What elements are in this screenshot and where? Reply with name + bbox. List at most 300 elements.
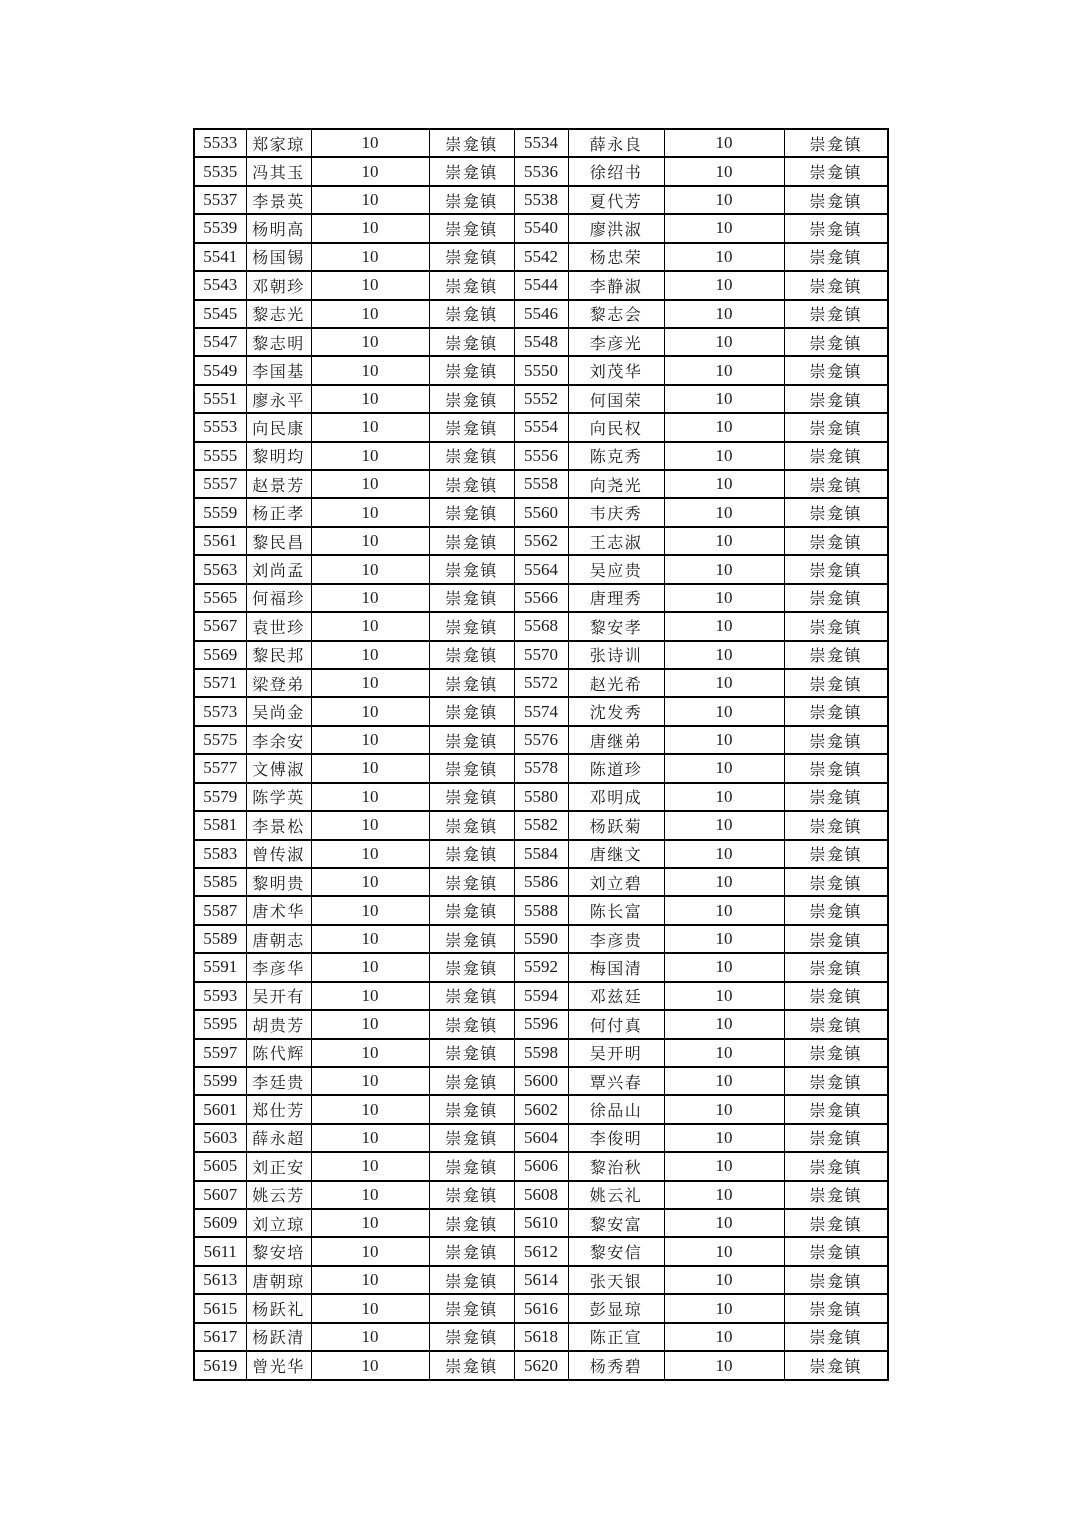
name-cell: 吴开有 xyxy=(246,982,311,1010)
table-row xyxy=(194,1323,888,1351)
town-cell: 崇龛镇 xyxy=(429,1237,514,1265)
town-cell: 崇龛镇 xyxy=(429,1294,514,1322)
name-cell: 沈发秀 xyxy=(568,697,664,725)
name-cell: 唐朝琼 xyxy=(246,1266,311,1294)
name-cell: 黎明贵 xyxy=(246,868,311,896)
town-cell: 崇龛镇 xyxy=(429,1323,514,1351)
amount-cell: 10 xyxy=(311,555,429,583)
town-cell: 崇龛镇 xyxy=(429,1010,514,1038)
town-cell: 崇龛镇 xyxy=(429,385,514,413)
serial-cell: 5601 xyxy=(194,1095,246,1123)
town-cell: 崇龛镇 xyxy=(784,1351,888,1380)
name-cell: 彭显琼 xyxy=(568,1294,664,1322)
town-cell: 崇龛镇 xyxy=(784,697,888,725)
town-cell: 崇龛镇 xyxy=(429,1124,514,1152)
name-cell: 杨跃清 xyxy=(246,1323,311,1351)
amount-cell: 10 xyxy=(311,840,429,868)
amount-cell: 10 xyxy=(664,840,784,868)
serial-cell: 5539 xyxy=(194,214,246,242)
town-cell: 崇龛镇 xyxy=(429,783,514,811)
amount-cell: 10 xyxy=(311,783,429,811)
roster-table-body xyxy=(194,129,888,1380)
serial-cell: 5574 xyxy=(514,697,568,725)
name-cell: 杨正孝 xyxy=(246,498,311,526)
amount-cell: 10 xyxy=(664,754,784,782)
table-row xyxy=(194,1237,888,1265)
town-cell: 崇龛镇 xyxy=(429,243,514,271)
amount-cell: 10 xyxy=(664,129,784,157)
amount-cell: 10 xyxy=(664,669,784,697)
serial-cell: 5617 xyxy=(194,1323,246,1351)
town-cell: 崇龛镇 xyxy=(429,1152,514,1180)
name-cell: 黎安孝 xyxy=(568,612,664,640)
serial-cell: 5536 xyxy=(514,157,568,185)
amount-cell: 10 xyxy=(311,1266,429,1294)
amount-cell: 10 xyxy=(664,498,784,526)
amount-cell: 10 xyxy=(311,697,429,725)
name-cell: 冯其玉 xyxy=(246,157,311,185)
amount-cell: 10 xyxy=(311,1010,429,1038)
town-cell: 崇龛镇 xyxy=(429,811,514,839)
amount-cell: 10 xyxy=(311,498,429,526)
town-cell: 崇龛镇 xyxy=(784,157,888,185)
town-cell: 崇龛镇 xyxy=(429,1351,514,1380)
serial-cell: 5551 xyxy=(194,385,246,413)
table-row xyxy=(194,555,888,583)
amount-cell: 10 xyxy=(664,1181,784,1209)
table-row xyxy=(194,1266,888,1294)
town-cell: 崇龛镇 xyxy=(429,953,514,981)
table-row xyxy=(194,840,888,868)
name-cell: 廖永平 xyxy=(246,385,311,413)
name-cell: 李余安 xyxy=(246,726,311,754)
amount-cell: 10 xyxy=(664,214,784,242)
name-cell: 黎安信 xyxy=(568,1237,664,1265)
amount-cell: 10 xyxy=(311,1351,429,1380)
amount-cell: 10 xyxy=(311,584,429,612)
name-cell: 唐继文 xyxy=(568,840,664,868)
town-cell: 崇龛镇 xyxy=(784,783,888,811)
name-cell: 黎安培 xyxy=(246,1237,311,1265)
amount-cell: 10 xyxy=(664,925,784,953)
amount-cell: 10 xyxy=(664,1294,784,1322)
serial-cell: 5600 xyxy=(514,1067,568,1095)
serial-cell: 5576 xyxy=(514,726,568,754)
name-cell: 邓明成 xyxy=(568,783,664,811)
table-row xyxy=(194,754,888,782)
name-cell: 邓朝珍 xyxy=(246,271,311,299)
amount-cell: 10 xyxy=(311,129,429,157)
amount-cell: 10 xyxy=(664,1039,784,1067)
amount-cell: 10 xyxy=(664,243,784,271)
serial-cell: 5599 xyxy=(194,1067,246,1095)
amount-cell: 10 xyxy=(311,641,429,669)
serial-cell: 5592 xyxy=(514,953,568,981)
name-cell: 杨明高 xyxy=(246,214,311,242)
amount-cell: 10 xyxy=(664,641,784,669)
serial-cell: 5534 xyxy=(514,129,568,157)
table-row xyxy=(194,1351,888,1380)
name-cell: 郑家琼 xyxy=(246,129,311,157)
name-cell: 李景英 xyxy=(246,186,311,214)
serial-cell: 5554 xyxy=(514,413,568,441)
amount-cell: 10 xyxy=(664,271,784,299)
table-row xyxy=(194,1039,888,1067)
serial-cell: 5577 xyxy=(194,754,246,782)
name-cell: 黎民昌 xyxy=(246,527,311,555)
town-cell: 崇龛镇 xyxy=(784,1067,888,1095)
serial-cell: 5542 xyxy=(514,243,568,271)
amount-cell: 10 xyxy=(311,186,429,214)
name-cell: 姚云芳 xyxy=(246,1181,311,1209)
amount-cell: 10 xyxy=(311,953,429,981)
table-row xyxy=(194,129,888,157)
amount-cell: 10 xyxy=(664,1323,784,1351)
amount-cell: 10 xyxy=(664,300,784,328)
town-cell: 崇龛镇 xyxy=(784,584,888,612)
serial-cell: 5560 xyxy=(514,498,568,526)
town-cell: 崇龛镇 xyxy=(429,726,514,754)
town-cell: 崇龛镇 xyxy=(784,1181,888,1209)
serial-cell: 5545 xyxy=(194,300,246,328)
name-cell: 夏代芳 xyxy=(568,186,664,214)
name-cell: 向尧光 xyxy=(568,470,664,498)
town-cell: 崇龛镇 xyxy=(429,868,514,896)
name-cell: 李俊明 xyxy=(568,1124,664,1152)
town-cell: 崇龛镇 xyxy=(429,1181,514,1209)
name-cell: 李廷贵 xyxy=(246,1067,311,1095)
serial-cell: 5566 xyxy=(514,584,568,612)
serial-cell: 5598 xyxy=(514,1039,568,1067)
name-cell: 黎治秋 xyxy=(568,1152,664,1180)
serial-cell: 5620 xyxy=(514,1351,568,1380)
town-cell: 崇龛镇 xyxy=(429,356,514,384)
name-cell: 李国基 xyxy=(246,356,311,384)
table-row xyxy=(194,300,888,328)
amount-cell: 10 xyxy=(664,612,784,640)
amount-cell: 10 xyxy=(664,470,784,498)
name-cell: 向民康 xyxy=(246,413,311,441)
amount-cell: 10 xyxy=(664,328,784,356)
town-cell: 崇龛镇 xyxy=(429,1095,514,1123)
name-cell: 韦庆秀 xyxy=(568,498,664,526)
amount-cell: 10 xyxy=(664,982,784,1010)
town-cell: 崇龛镇 xyxy=(784,1124,888,1152)
name-cell: 姚云礼 xyxy=(568,1181,664,1209)
name-cell: 薛永超 xyxy=(246,1124,311,1152)
serial-cell: 5544 xyxy=(514,271,568,299)
serial-cell: 5559 xyxy=(194,498,246,526)
amount-cell: 10 xyxy=(664,697,784,725)
amount-cell: 10 xyxy=(311,896,429,924)
town-cell: 崇龛镇 xyxy=(429,157,514,185)
amount-cell: 10 xyxy=(664,783,784,811)
town-cell: 崇龛镇 xyxy=(784,1323,888,1351)
serial-cell: 5543 xyxy=(194,271,246,299)
town-cell: 崇龛镇 xyxy=(429,328,514,356)
amount-cell: 10 xyxy=(664,413,784,441)
serial-cell: 5556 xyxy=(514,442,568,470)
amount-cell: 10 xyxy=(664,1095,784,1123)
serial-cell: 5590 xyxy=(514,925,568,953)
town-cell: 崇龛镇 xyxy=(429,214,514,242)
amount-cell: 10 xyxy=(664,1067,784,1095)
serial-cell: 5591 xyxy=(194,953,246,981)
name-cell: 陈代辉 xyxy=(246,1039,311,1067)
name-cell: 刘正安 xyxy=(246,1152,311,1180)
name-cell: 陈正宣 xyxy=(568,1323,664,1351)
table-row xyxy=(194,470,888,498)
table-row xyxy=(194,527,888,555)
table-row xyxy=(194,953,888,981)
name-cell: 覃兴春 xyxy=(568,1067,664,1095)
table-row xyxy=(194,328,888,356)
serial-cell: 5555 xyxy=(194,442,246,470)
amount-cell: 10 xyxy=(311,214,429,242)
table-row xyxy=(194,356,888,384)
amount-cell: 10 xyxy=(311,811,429,839)
serial-cell: 5540 xyxy=(514,214,568,242)
name-cell: 黎安富 xyxy=(568,1209,664,1237)
table-row xyxy=(194,1095,888,1123)
table-row xyxy=(194,868,888,896)
serial-cell: 5594 xyxy=(514,982,568,1010)
table-row xyxy=(194,811,888,839)
serial-cell: 5537 xyxy=(194,186,246,214)
serial-cell: 5550 xyxy=(514,356,568,384)
serial-cell: 5589 xyxy=(194,925,246,953)
town-cell: 崇龛镇 xyxy=(784,442,888,470)
serial-cell: 5564 xyxy=(514,555,568,583)
name-cell: 赵光希 xyxy=(568,669,664,697)
town-cell: 崇龛镇 xyxy=(784,1237,888,1265)
table-row xyxy=(194,1181,888,1209)
amount-cell: 10 xyxy=(311,1095,429,1123)
amount-cell: 10 xyxy=(311,1039,429,1067)
town-cell: 崇龛镇 xyxy=(784,641,888,669)
table-row xyxy=(194,1152,888,1180)
name-cell: 廖洪淑 xyxy=(568,214,664,242)
name-cell: 李彦光 xyxy=(568,328,664,356)
name-cell: 黎志光 xyxy=(246,300,311,328)
amount-cell: 10 xyxy=(311,442,429,470)
serial-cell: 5587 xyxy=(194,896,246,924)
amount-cell: 10 xyxy=(664,442,784,470)
amount-cell: 10 xyxy=(311,300,429,328)
name-cell: 杨跃菊 xyxy=(568,811,664,839)
table-row xyxy=(194,498,888,526)
table-row xyxy=(194,157,888,185)
name-cell: 吴开明 xyxy=(568,1039,664,1067)
name-cell: 刘立碧 xyxy=(568,868,664,896)
amount-cell: 10 xyxy=(311,1209,429,1237)
table-row xyxy=(194,584,888,612)
amount-cell: 10 xyxy=(311,356,429,384)
amount-cell: 10 xyxy=(311,157,429,185)
town-cell: 崇龛镇 xyxy=(784,271,888,299)
name-cell: 陈道珍 xyxy=(568,754,664,782)
serial-cell: 5572 xyxy=(514,669,568,697)
serial-cell: 5538 xyxy=(514,186,568,214)
amount-cell: 10 xyxy=(311,1294,429,1322)
serial-cell: 5570 xyxy=(514,641,568,669)
name-cell: 李景松 xyxy=(246,811,311,839)
town-cell: 崇龛镇 xyxy=(784,1039,888,1067)
table-row xyxy=(194,896,888,924)
serial-cell: 5586 xyxy=(514,868,568,896)
serial-cell: 5605 xyxy=(194,1152,246,1180)
serial-cell: 5618 xyxy=(514,1323,568,1351)
name-cell: 唐理秀 xyxy=(568,584,664,612)
amount-cell: 10 xyxy=(664,1010,784,1038)
town-cell: 崇龛镇 xyxy=(784,612,888,640)
town-cell: 崇龛镇 xyxy=(429,470,514,498)
town-cell: 崇龛镇 xyxy=(784,868,888,896)
name-cell: 梁登弟 xyxy=(246,669,311,697)
serial-cell: 5606 xyxy=(514,1152,568,1180)
name-cell: 徐品山 xyxy=(568,1095,664,1123)
town-cell: 崇龛镇 xyxy=(429,584,514,612)
amount-cell: 10 xyxy=(311,612,429,640)
town-cell: 崇龛镇 xyxy=(784,498,888,526)
town-cell: 崇龛镇 xyxy=(429,413,514,441)
town-cell: 崇龛镇 xyxy=(429,186,514,214)
serial-cell: 5610 xyxy=(514,1209,568,1237)
table-row xyxy=(194,243,888,271)
serial-cell: 5583 xyxy=(194,840,246,868)
serial-cell: 5615 xyxy=(194,1294,246,1322)
serial-cell: 5546 xyxy=(514,300,568,328)
name-cell: 文傅淑 xyxy=(246,754,311,782)
name-cell: 刘茂华 xyxy=(568,356,664,384)
amount-cell: 10 xyxy=(664,1351,784,1380)
serial-cell: 5611 xyxy=(194,1237,246,1265)
amount-cell: 10 xyxy=(311,925,429,953)
table-row xyxy=(194,612,888,640)
serial-cell: 5613 xyxy=(194,1266,246,1294)
amount-cell: 10 xyxy=(311,1067,429,1095)
amount-cell: 10 xyxy=(311,1152,429,1180)
name-cell: 王志淑 xyxy=(568,527,664,555)
name-cell: 徐绍书 xyxy=(568,157,664,185)
town-cell: 崇龛镇 xyxy=(429,442,514,470)
name-cell: 向民权 xyxy=(568,413,664,441)
name-cell: 赵景芳 xyxy=(246,470,311,498)
town-cell: 崇龛镇 xyxy=(784,896,888,924)
amount-cell: 10 xyxy=(664,527,784,555)
roster-table xyxy=(193,128,889,1381)
serial-cell: 5575 xyxy=(194,726,246,754)
town-cell: 崇龛镇 xyxy=(429,754,514,782)
name-cell: 张诗训 xyxy=(568,641,664,669)
town-cell: 崇龛镇 xyxy=(784,1266,888,1294)
serial-cell: 5581 xyxy=(194,811,246,839)
serial-cell: 5602 xyxy=(514,1095,568,1123)
serial-cell: 5597 xyxy=(194,1039,246,1067)
town-cell: 崇龛镇 xyxy=(784,1294,888,1322)
amount-cell: 10 xyxy=(664,555,784,583)
amount-cell: 10 xyxy=(311,1124,429,1152)
serial-cell: 5547 xyxy=(194,328,246,356)
table-row xyxy=(194,1209,888,1237)
amount-cell: 10 xyxy=(311,726,429,754)
amount-cell: 10 xyxy=(311,413,429,441)
table-row xyxy=(194,442,888,470)
town-cell: 崇龛镇 xyxy=(784,555,888,583)
amount-cell: 10 xyxy=(664,896,784,924)
name-cell: 刘尚孟 xyxy=(246,555,311,583)
amount-cell: 10 xyxy=(664,1209,784,1237)
serial-cell: 5609 xyxy=(194,1209,246,1237)
amount-cell: 10 xyxy=(311,385,429,413)
table-row xyxy=(194,982,888,1010)
name-cell: 邓兹廷 xyxy=(568,982,664,1010)
table-row xyxy=(194,726,888,754)
serial-cell: 5571 xyxy=(194,669,246,697)
town-cell: 崇龛镇 xyxy=(784,840,888,868)
town-cell: 崇龛镇 xyxy=(429,896,514,924)
name-cell: 陈学英 xyxy=(246,783,311,811)
serial-cell: 5582 xyxy=(514,811,568,839)
name-cell: 唐朝志 xyxy=(246,925,311,953)
name-cell: 唐继弟 xyxy=(568,726,664,754)
town-cell: 崇龛镇 xyxy=(784,754,888,782)
town-cell: 崇龛镇 xyxy=(784,328,888,356)
name-cell: 杨忠荣 xyxy=(568,243,664,271)
name-cell: 吴应贵 xyxy=(568,555,664,583)
amount-cell: 10 xyxy=(311,982,429,1010)
town-cell: 崇龛镇 xyxy=(784,811,888,839)
town-cell: 崇龛镇 xyxy=(784,243,888,271)
amount-cell: 10 xyxy=(311,527,429,555)
town-cell: 崇龛镇 xyxy=(429,271,514,299)
name-cell: 张天银 xyxy=(568,1266,664,1294)
town-cell: 崇龛镇 xyxy=(429,129,514,157)
amount-cell: 10 xyxy=(311,868,429,896)
amount-cell: 10 xyxy=(664,953,784,981)
town-cell: 崇龛镇 xyxy=(429,697,514,725)
name-cell: 胡贵芳 xyxy=(246,1010,311,1038)
serial-cell: 5608 xyxy=(514,1181,568,1209)
amount-cell: 10 xyxy=(664,1124,784,1152)
amount-cell: 10 xyxy=(664,726,784,754)
town-cell: 崇龛镇 xyxy=(429,498,514,526)
town-cell: 崇龛镇 xyxy=(784,669,888,697)
serial-cell: 5568 xyxy=(514,612,568,640)
serial-cell: 5595 xyxy=(194,1010,246,1038)
name-cell: 李彦贵 xyxy=(568,925,664,953)
name-cell: 黎明均 xyxy=(246,442,311,470)
town-cell: 崇龛镇 xyxy=(784,1152,888,1180)
name-cell: 曾光华 xyxy=(246,1351,311,1380)
table-row xyxy=(194,214,888,242)
town-cell: 崇龛镇 xyxy=(429,641,514,669)
name-cell: 曾传淑 xyxy=(246,840,311,868)
town-cell: 崇龛镇 xyxy=(784,527,888,555)
name-cell: 唐术华 xyxy=(246,896,311,924)
table-row xyxy=(194,1124,888,1152)
serial-cell: 5561 xyxy=(194,527,246,555)
town-cell: 崇龛镇 xyxy=(429,1039,514,1067)
amount-cell: 10 xyxy=(311,271,429,299)
serial-cell: 5596 xyxy=(514,1010,568,1038)
table-row xyxy=(194,669,888,697)
name-cell: 袁世珍 xyxy=(246,612,311,640)
town-cell: 崇龛镇 xyxy=(784,982,888,1010)
serial-cell: 5553 xyxy=(194,413,246,441)
name-cell: 刘立琼 xyxy=(246,1209,311,1237)
serial-cell: 5567 xyxy=(194,612,246,640)
